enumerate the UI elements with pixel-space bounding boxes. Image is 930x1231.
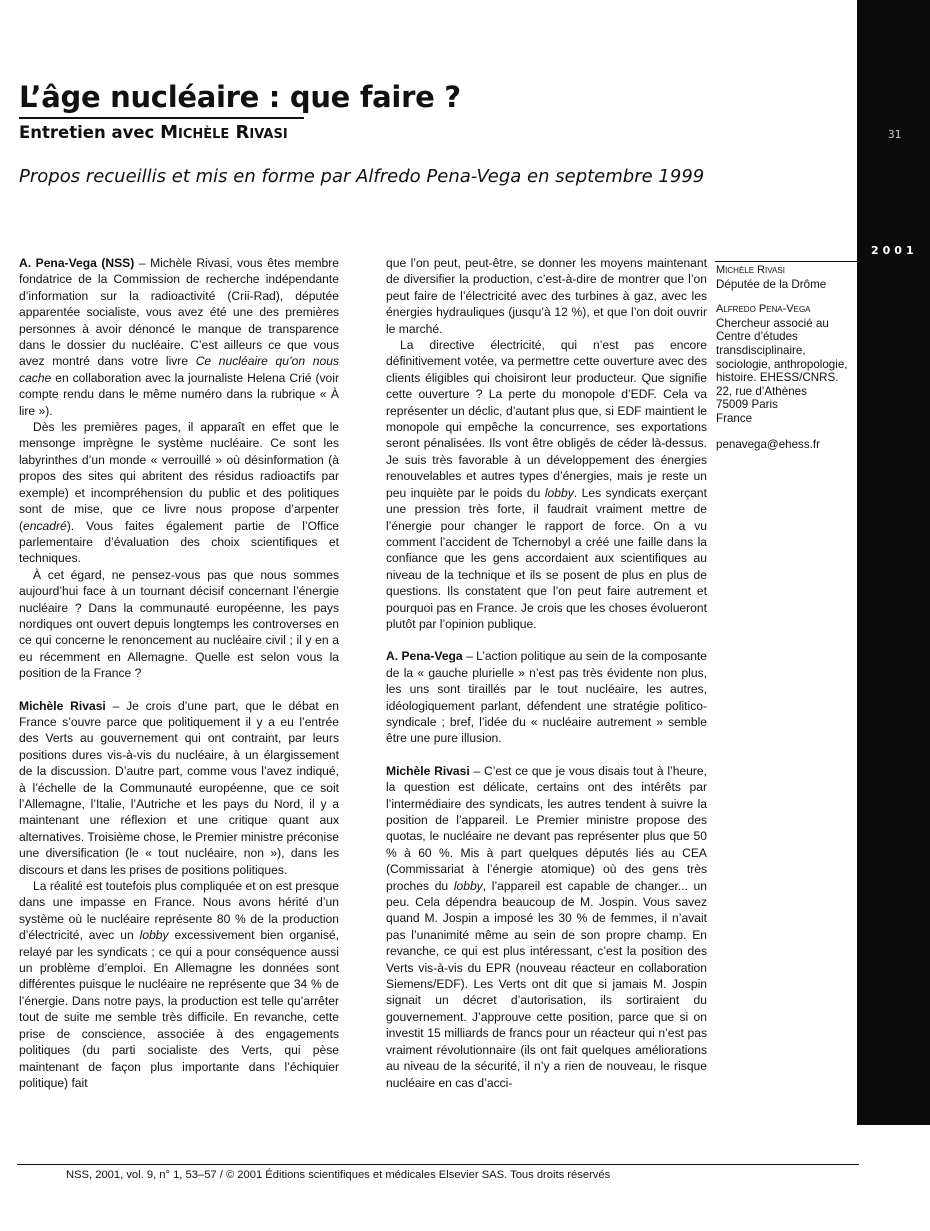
text: . Les syndicats exerçant une pression très forte, il faudrait vraiment mettre de l’énergie pour changer le rapport de force. On a vu comment l’accident de Tchernobyl a créé une faille dans la confiance que les gens accordaient aux scientifiques au niveau de la technique et ils se posent de plus en plus de questions. Ils constatent que l’on peut faire autrement et pourquoi pas en France. Je crois que les choses évolueront plutôt par l’opinion publique. — [386, 485, 707, 631]
author-role: Chercheur associé au Centre d’études transdisciplinaire, sociologie, anthropologie, histoire. EHESS/CNRS. — [716, 316, 848, 385]
speaker: Michèle Rivasi — [386, 763, 470, 778]
text: ). Vous faites également partie de l’Office parlementaire d’évaluation des choix scientifiques et techniques. — [19, 518, 339, 566]
paragraph — [386, 337, 707, 632]
text: en collaboration avec la journaliste Helena Crié (voir compte rendu dans le même numéro dans la rubrique « À lire »). — [19, 370, 339, 418]
side-year: 2001 — [871, 244, 918, 257]
italic-word: encadré — [23, 518, 67, 533]
text: – Je crois d’une part, que le débat en France s’ouvre parce que politiquement il y a eu l’entrée des Verts au gouvernement qui ont contraint, par leurs positions dures vis-à-vis du nucléaire, à un élargissement de la discussion. D’autre part, comme vous l’avez indiqué, à l’échelle de la Communauté européenne, que ce soit l’Allemagne, l’Italie, l’Autriche et les pays du Nord, il y a maintenant une réflexion et une critique quant aux alternatives. Troisième chose, le Premier ministre préconise une diversification (le « tout nucléaire, non »), dans les discours et dans les prises de positions politiques. — [19, 698, 339, 877]
paragraph — [386, 648, 707, 746]
speaker: A. Pena-Vega (NSS) — [19, 256, 135, 270]
author-name: Michèle Rivasi — [716, 264, 785, 276]
paragraph — [19, 255, 339, 419]
text: , l’appareil est capable de changer... un peu. Cela dépendra beaucoup de M. Jospin. Vous savez quand M. Jospin a imposé les 30 % de femmes, il n’avait pas l’unanimité même au sein de son propre champ. En revanche, ce qui est plus intéressant, c’est la position des Verts vis-à-vis du EPR (nouveau réacteur en collaboration Siemens/EDF). Les Verts ont dit que si jamais M. Jospin signait un décret d’autorisation, ils sortiraient du gouvernement. J’approuve cette position, parce que si on investit 15 milliards de francs pour un réacteur qui n’est pas vraiment révolutionnaire (ils ont fait quelques améliorations au niveau de la sécurité, il n’y a rien de nouveau, le risque nucléaire en cas d’acci- — [386, 878, 707, 1090]
subtitle-name: Michèle Rivasi — [160, 122, 288, 143]
title-underline — [19, 117, 304, 119]
footer-rule — [17, 1164, 859, 1165]
paragraph: que l’on peut, peut-être, se donner les moyens maintenant de diversifier la production, c’est-à-dire de montrer que l’on peut faire de l’électricité avec des turbines à gaz, avec les énergies hydrauliques (jusqu’à 12 %), et que l’on doit ouvrir le marché. — [386, 256, 707, 336]
italic-word: lobby — [544, 485, 574, 500]
paragraph — [19, 419, 339, 567]
paragraph: À cet égard, ne pensez-vous pas que nous sommes aujourd’hui face à un tournant décisif concernant l’énergie nucléaire ? Dans la communauté européenne, les pays nordiques ont ouvert depuis longtemps les controverses en ce qui concerne le renoncement au nucléaire civil ; il y en a eu récemment en Allemagne. Quelle est selon vous la position de la France ? — [19, 567, 339, 681]
text: La réalité est toutefois plus compliquée et on est presque dans une impasse en France. Nous avons hérité d’un système où le nucléaire représente 80 % de la production d’électricité, avec un — [19, 879, 339, 943]
footer-citation: NSS, 2001, vol. 9, n° 1, 53–57 / © 2001 Éditions scientifiques et médicales Elsevier SAS. Tous droits réservés — [66, 1169, 611, 1181]
paragraph — [386, 763, 707, 1091]
article-title: L’âge nucléaire : que faire ? — [19, 80, 461, 114]
address-country: France — [716, 411, 753, 425]
aside-rule — [715, 261, 857, 262]
author-role: Députée de la Drôme — [716, 277, 827, 291]
side-black-band — [857, 0, 930, 1125]
author-block — [716, 264, 856, 291]
text: excessivement bien organisé, relayé par les syndicats ; ce qui a pour conséquence aussi un problème d’emploi. En Allemagne les données sont différentes puisque le nucléaire ne représente que 34 % de l’énergie. Dans notre pays, la production est telle qu’arrêter tout de suite me semble très difficile. En revanche, cette prise de conscience, associée à des engagements politiques (du parti socialiste des Verts, qui pèse maintenant de façon plus importante dans l’échiquier politique) fait — [19, 928, 340, 1090]
text: – L’action politique au sein de la composante de la « gauche plurielle » n’est pas très évidente non plus, les uns sont tiraillés par le tout nucléaire, les autres, idéologiquement parlant, défendent une stratégie politico-syndicale ; bref, l’idée du « nucléaire autrement » semble être une pure illusion. — [386, 649, 708, 746]
text: La directive électricité, qui n’est pas encore définitivement votée, va permettre cette ouverture avec des clients éligibles qui choisiront leur producteur. Que signifie cette ouverture ? La perte du monopole d’EDF. Cela va représenter un déclic, d’autant plus que, si EDF maintient le monopole qui empêche la concurrence, ses exportations seront pénalisées. Ils vont être obligés de céder là-dessus. Je suis très favorable à un développement des énergies renouvelables et autres types d’énergies, mais je reste un peu inquiète par le poids du — [386, 338, 707, 500]
author-affiliations — [716, 264, 856, 451]
paragraph — [19, 878, 339, 1091]
text-column-left — [19, 255, 339, 1091]
text-column-right — [386, 255, 707, 1091]
article-byline: Propos recueillis et mis en forme par Alfredo Pena-Vega en septembre 1999 — [19, 166, 705, 187]
address-line: 22, rue d’Athènes — [716, 384, 807, 398]
author-block — [716, 303, 856, 425]
book-title: Ce nucléaire qu’on nous cache — [19, 354, 339, 385]
text: – C’est ce que je vous disais tout à l’heure, la question est délicate, certains ont des intérêts par l’intermédiaire des syndicats, les autres tendent à suivre la position de l’appareil. Le Premier ministre propose des quotas, le nucléaire ne devant pas représenter plus que 50 % à 60 %. Mis à part quelques députés liés au CEA (Commissariat à l’énergie atomique) où des gens très proches du — [386, 763, 707, 893]
italic-word: lobby — [453, 878, 483, 893]
paragraph — [19, 698, 339, 878]
address-line: 75009 Paris — [716, 398, 778, 412]
side-mark: 31 — [888, 128, 902, 141]
speaker: A. Pena-Vega — [386, 649, 463, 664]
author-email[interactable]: penavega@ehess.fr — [716, 437, 820, 451]
author-name: Alfredo Pena-Vega — [716, 303, 811, 316]
subtitle-lead: Entretien avec — [19, 123, 161, 142]
text: – Michèle Rivasi, vous êtes membre fondatrice de la Commission de recherche indépendante d’information sur la radioactivité (Crii-Rad), députée apparentée socialiste, vous avez été une des premières personnes à avoir dénoncé le manque de transparence dans le dossier du nucléaire. C’est ailleurs ce que vous avez montré dans votre livre — [19, 256, 339, 369]
speaker: Michèle Rivasi — [19, 698, 106, 713]
italic-word: lobby — [139, 928, 169, 943]
article-subtitle — [19, 122, 288, 143]
text: Dès les premières pages, il apparaît en effet que le mensonge imprègne le système nucléaire. Ce sont les labyrinthes d’un monde « verrouillé » où désinformation (à propos des sites qui abritent des résidus radioactifs par exemple) et incompréhension du public et des politiques sont de mise, que ce livre nous propose d’arpenter ( — [19, 420, 339, 533]
